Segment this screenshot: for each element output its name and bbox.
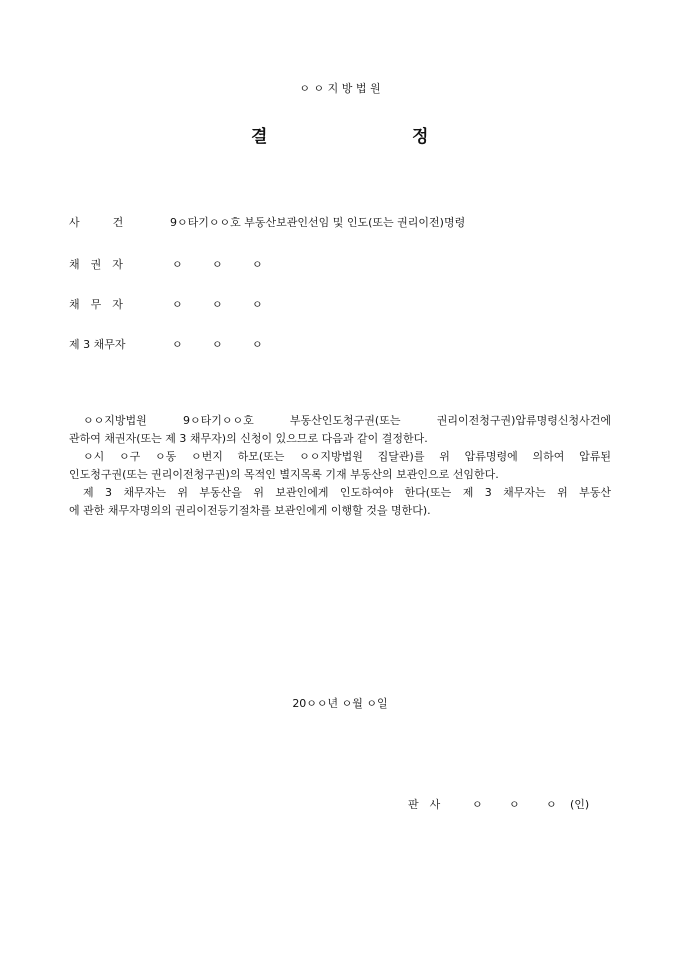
document-title-right: 정 xyxy=(412,127,429,147)
body-line: ㅇ시 ㅇ구 ㅇ동 ㅇ번지 하모(또는 ㅇㅇ지방법원 집달관)를 위 압류명령에 의하여 압류된 xyxy=(83,450,611,463)
decision-date: 20ㅇㅇ년 ㅇ월 ㅇ일 xyxy=(292,697,388,710)
name-mark: ㅇ xyxy=(212,298,223,311)
name-mark: ㅇ xyxy=(252,258,263,271)
body-line: 에 관한 채무자명의의 권리이전등기절차를 보관인에게 이행할 것을 명한다). xyxy=(69,504,431,517)
decision-body xyxy=(69,412,611,520)
name-mark: ㅇ xyxy=(546,798,557,811)
judge-signature xyxy=(408,796,589,812)
name-mark: ㅇ xyxy=(212,258,223,271)
judge-label: 판 사 xyxy=(408,798,441,811)
body-line: 제 3 채무자는 위 부동산을 위 보관인에게 인도하여야 한다(또는 제 3 채무자는 위 부동산 xyxy=(83,486,611,499)
third-debtor-label: 제 3 채무자 xyxy=(69,338,126,351)
name-mark: ㅇ xyxy=(509,798,520,811)
body-line: 인도청구권(또는 권리이전청구권)의 목적인 별지목록 기재 부동산의 보관인으로 선임한다. xyxy=(69,468,499,481)
debtor-name xyxy=(172,296,292,312)
body-line: 관하여 채권자(또는 제 3 채무자)의 신청이 있으므로 다음과 같이 결정한다. xyxy=(69,432,428,445)
seal-mark: (인) xyxy=(570,798,590,811)
court-name: ㅇ ㅇ 지 방 법 원 xyxy=(299,82,381,95)
debtor-label: 채 무 자 xyxy=(69,298,123,311)
creditor-name xyxy=(172,256,292,272)
case-value: 9ㅇ타기ㅇㅇ호 부동산보관인선임 및 인도(또는 권리이전)명령 xyxy=(170,216,466,229)
name-mark: ㅇ xyxy=(172,258,183,271)
third-debtor-name xyxy=(172,336,292,352)
case-label: 사 건 xyxy=(69,216,124,229)
document-title-left: 결 xyxy=(251,127,268,147)
name-mark: ㅇ xyxy=(252,298,263,311)
name-mark: ㅇ xyxy=(172,338,183,351)
body-line: ㅇㅇ지방법원 9ㅇ타기ㅇㅇ호 부동산인도청구권(또는 권리이전청구권)압류명령신청사건에 xyxy=(83,414,611,427)
name-mark: ㅇ xyxy=(172,298,183,311)
creditor-label: 채 권 자 xyxy=(69,258,123,271)
name-mark: ㅇ xyxy=(472,798,483,811)
name-mark: ㅇ xyxy=(252,338,263,351)
name-mark: ㅇ xyxy=(212,338,223,351)
